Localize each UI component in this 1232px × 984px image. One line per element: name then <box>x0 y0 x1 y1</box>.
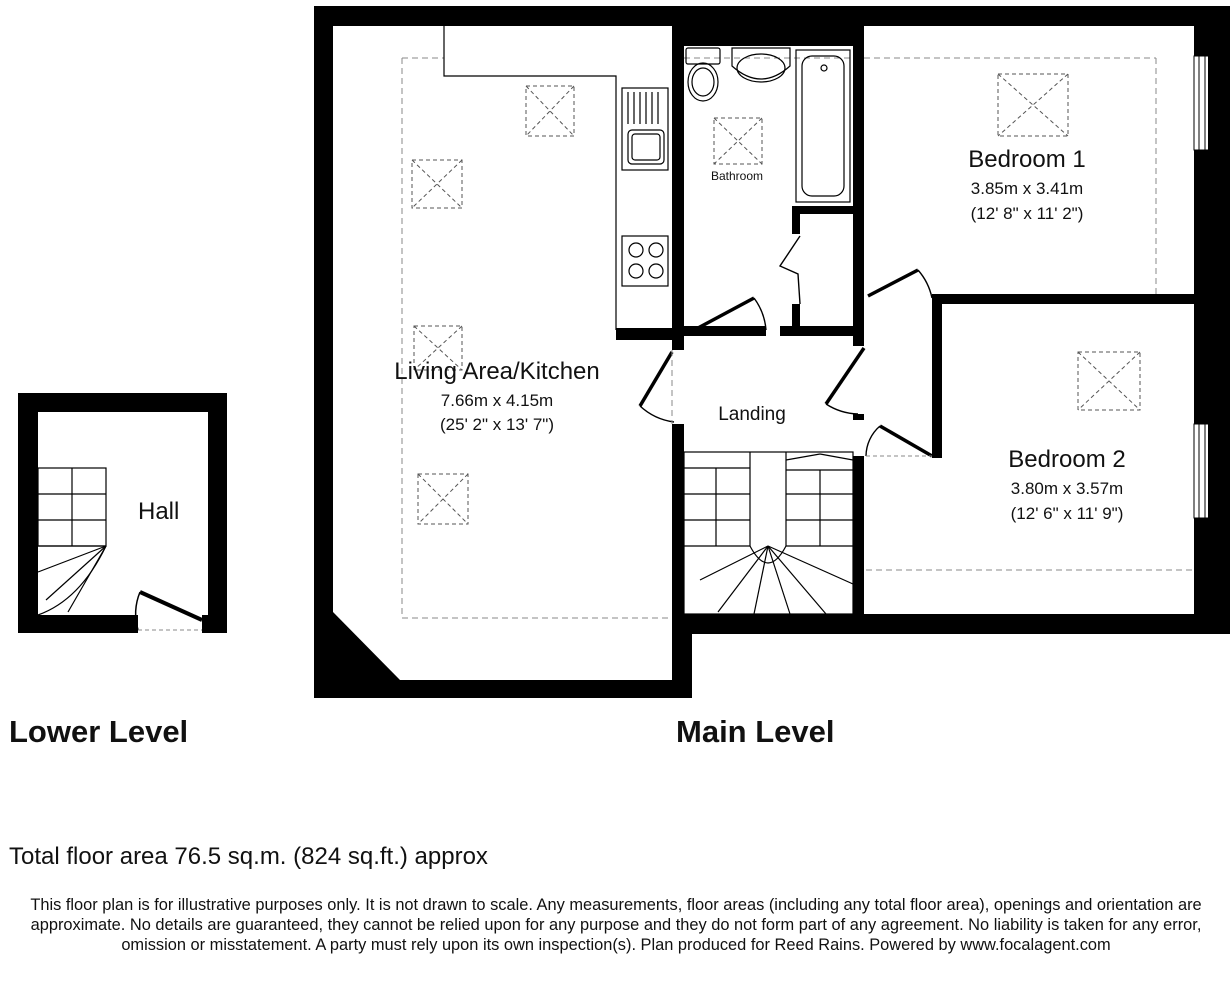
lower-level-title: Lower Level <box>9 714 189 749</box>
bedroom2-name: Bedroom 2 <box>1008 446 1126 473</box>
total-floor-area: Total floor area 76.5 sq.m. (824 sq.ft.) approx <box>9 843 488 870</box>
bedroom1-name: Bedroom 1 <box>968 146 1086 173</box>
bathroom-label: Bathroom <box>710 169 764 183</box>
bedroom1-metric: 3.85m x 3.41m <box>970 179 1084 198</box>
lower-level-plan <box>18 393 227 635</box>
disclaimer-text: This floor plan is for illustrative purposes only. It is not drawn to scale. Any measurements, floor areas (including any total floor area), openings and orientation are approximate. No details are guaranteed, they cannot be relied upon for any purpose and they do not form part of any agreement. No liability is taken for any error, omission or misstatement. A party must rely upon its own inspection(s). Plan produced for Reed Rains. Powered by www.focalagent.com <box>30 896 1202 954</box>
bedroom2-imperial: (12' 6" x 11' 9") <box>1010 504 1124 523</box>
bathroom-floor <box>682 46 853 206</box>
landing-label: Landing <box>718 404 786 425</box>
hall-label: Hall <box>138 498 180 525</box>
living-floor <box>333 26 672 680</box>
bedroom1-imperial: (12' 8" x 11' 2") <box>970 204 1084 223</box>
wardrobe-floor <box>800 214 853 326</box>
main-level-plan <box>314 6 1230 698</box>
main-level-title: Main Level <box>676 714 835 749</box>
living-room-metric: 7.66m x 4.15m <box>440 391 554 410</box>
bedroom2-metric: 3.80m x 3.57m <box>1010 479 1124 498</box>
living-room-imperial: (25' 2" x 13' 7") <box>439 415 555 434</box>
living-room-name: Living Area/Kitchen <box>394 358 600 385</box>
